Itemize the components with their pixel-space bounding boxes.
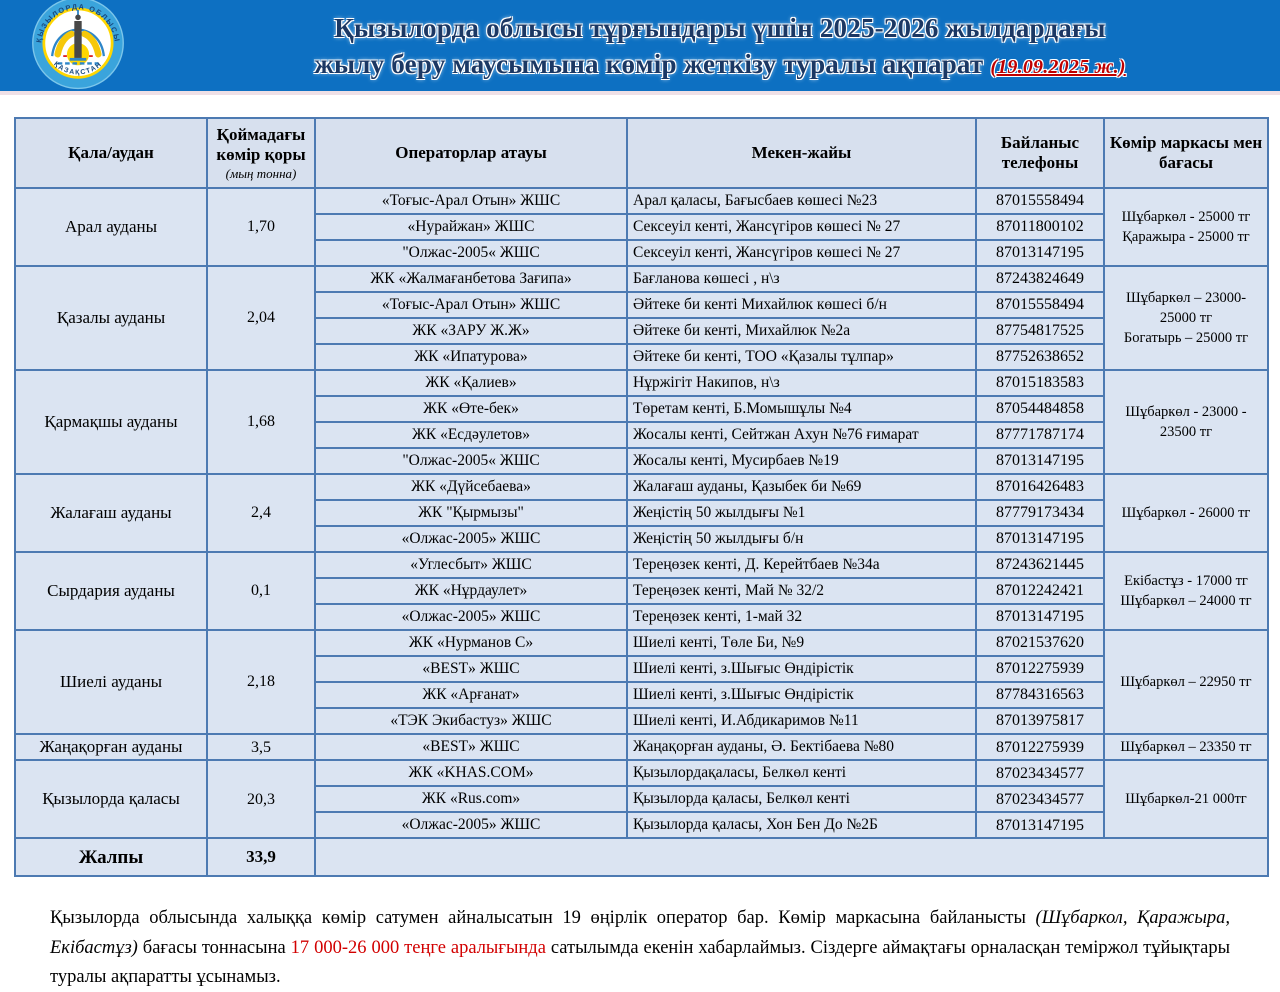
- coal-price-cell: Екібастұз - 17000 тг Шұбаркөл – 24000 тг: [1104, 552, 1268, 630]
- phone-cell: 87243621445: [976, 552, 1104, 578]
- header-row: [15, 118, 1268, 188]
- district-cell: Шиелі ауданы: [15, 630, 207, 734]
- address-cell: Тереңөзек кенті, 1-май 32: [627, 604, 976, 630]
- phone-cell: 87016426483: [976, 474, 1104, 500]
- page-title-line2-wrap: [314, 46, 1125, 85]
- footer-price-range: 17 000-26 000 теңге аралығында: [290, 937, 546, 958]
- footer-text-3: сатылымда екенін хабарлаймыз. Сіздерге аймақтағы орналасқан теміржол тұйықтары туралы ақпаратты ұсынамыз.: [50, 937, 1230, 987]
- address-cell: Жалағаш ауданы, Қазыбек би №69: [627, 474, 976, 500]
- address-cell: Жосалы кенті, Мусирбаев №19: [627, 448, 976, 474]
- phone-cell: 87015183583: [976, 370, 1104, 396]
- phone-cell: 87779173434: [976, 500, 1104, 526]
- phone-cell: 87752638652: [976, 344, 1104, 370]
- operator-cell: ЖК «ЗАРУ Ж.Ж»: [315, 318, 627, 344]
- address-cell: Сексеуіл кенті, Жансүгіров көшесі № 27: [627, 214, 976, 240]
- coal-price-cell: Шұбаркөл - 25000 тг Қаражыра - 25000 тг: [1104, 188, 1268, 266]
- address-cell: Шиелі кенті, Төле Би, №9: [627, 630, 976, 656]
- district-cell: Жаңақорған ауданы: [15, 734, 207, 760]
- address-cell: Сексеуіл кенті, Жансүгіров көшесі № 27: [627, 240, 976, 266]
- address-cell: Шиелі кенті, И.Абдикаримов №11: [627, 708, 976, 734]
- phone-cell: 87013147195: [976, 240, 1104, 266]
- operator-cell: ЖК «Нұрдаулет»: [315, 578, 627, 604]
- table-body: [15, 188, 1268, 838]
- operator-cell: ЖК «Жалмағанбетова Зағипа»: [315, 266, 627, 292]
- coal-price-cell: Шұбаркөл - 23000 - 23500 тг: [1104, 370, 1268, 474]
- phone-cell: 87013147195: [976, 448, 1104, 474]
- address-cell: Әйтеке би кенті, ТОО «Қазалы тұлпар»: [627, 344, 976, 370]
- district-cell: Сырдария ауданы: [15, 552, 207, 630]
- operator-cell: «Тоғыс-Арал Отын» ЖШС: [315, 292, 627, 318]
- col-header-city: Қала/аудан: [15, 118, 207, 188]
- address-cell: Шиелі кенті, з.Шығыс Өндірістік: [627, 682, 976, 708]
- col-header-stock-unit: (мың тонна): [225, 165, 297, 181]
- table-row: [15, 552, 1268, 578]
- address-cell: Жеңістің 50 жылдығы б/н: [627, 526, 976, 552]
- phone-cell: 87013147195: [976, 526, 1104, 552]
- operator-cell: ЖК «Rus.com»: [315, 786, 627, 812]
- address-cell: Тереңөзек кенті, Май № 32/2: [627, 578, 976, 604]
- operator-cell: ЖК «Арғанат»: [315, 682, 627, 708]
- phone-cell: 87023434577: [976, 760, 1104, 786]
- phone-cell: 87011800102: [976, 214, 1104, 240]
- address-cell: Жаңақорған ауданы, Ә. Бектібаева №80: [627, 734, 976, 760]
- address-cell: Жеңістің 50 жылдығы №1: [627, 500, 976, 526]
- address-cell: Әйтеке би кенті Михайлюк көшесі б/н: [627, 292, 976, 318]
- phone-cell: 87013147195: [976, 604, 1104, 630]
- coal-table-wrap: [14, 117, 1267, 877]
- col-header-coal: Көмір маркасы мен бағасы: [1104, 118, 1268, 188]
- phone-cell: 87012275939: [976, 656, 1104, 682]
- operator-cell: «Тоғыс-Арал Отын» ЖШС: [315, 188, 627, 214]
- phone-cell: 87021537620: [976, 630, 1104, 656]
- district-cell: Жалағаш ауданы: [15, 474, 207, 552]
- coal-price-cell: Шұбаркөл – 23000- 25000 тг Богатырь – 25000 тг: [1104, 266, 1268, 370]
- address-cell: Нұржігіт Накипов, н\з: [627, 370, 976, 396]
- operator-cell: ЖК «KHAS.COM»: [315, 760, 627, 786]
- phone-cell: 87013147195: [976, 812, 1104, 838]
- col-header-stock: [207, 118, 315, 188]
- table-row: [15, 734, 1268, 760]
- operator-cell: ЖК «Қалиев»: [315, 370, 627, 396]
- operator-cell: ЖК «Дүйсебаева»: [315, 474, 627, 500]
- stock-cell: 2,04: [207, 266, 315, 370]
- operator-cell: ЖК «Есдәулетов»: [315, 422, 627, 448]
- footer-text-1: Қызылорда облысында халыққа көмір сатумен айналысатын 19 өңірлік оператор бар. Көмір маркасына байланысты: [50, 908, 1036, 929]
- table-row: [15, 760, 1268, 786]
- operator-cell: "Олжас-2005« ЖШС: [315, 448, 627, 474]
- address-cell: Төретам кенті, Б.Момышұлы №4: [627, 396, 976, 422]
- stock-cell: 20,3: [207, 760, 315, 838]
- operator-cell: «Олжас-2005» ЖШС: [315, 604, 627, 630]
- col-header-address: Мекен-жайы: [627, 118, 976, 188]
- total-label: Жалпы: [15, 838, 207, 876]
- page-title-line2: жылу беру маусымына көмір жеткізу туралы ақпарат: [314, 49, 984, 79]
- phone-cell: 87784316563: [976, 682, 1104, 708]
- table-row: [15, 630, 1268, 656]
- phone-cell: 87023434577: [976, 786, 1104, 812]
- operator-cell: ЖК «Нурманов С»: [315, 630, 627, 656]
- district-cell: Қызылорда қаласы: [15, 760, 207, 838]
- phone-cell: 87771787174: [976, 422, 1104, 448]
- coal-price-cell: Шұбаркөл – 23350 тг: [1104, 734, 1268, 760]
- coal-price-cell: Шұбаркөл – 22950 тг: [1104, 630, 1268, 734]
- table-row: [15, 188, 1268, 214]
- table-header: [15, 118, 1268, 188]
- emblem-ring-text-top: ҚЫЗЫЛОРДА ОБЛЫСЫ: [34, 1, 122, 44]
- phone-cell: 87012242421: [976, 578, 1104, 604]
- col-header-stock-label: Қоймадағы көмір қоры: [216, 124, 306, 165]
- table-row: [15, 474, 1268, 500]
- page-title-line1: Қызылорда облысы тұрғындары үшін 2025-2026 жылдардағы: [334, 13, 1106, 43]
- header-banner: [0, 0, 1280, 95]
- stock-cell: 1,70: [207, 188, 315, 266]
- address-cell: Бағланова көшесі , н\з: [627, 266, 976, 292]
- col-header-phone: Байланыс телефоны: [976, 118, 1104, 188]
- address-cell: Тереңөзек кенті, Д. Керейтбаев №34а: [627, 552, 976, 578]
- coal-price-cell: Шұбаркөл-21 000тг: [1104, 760, 1268, 838]
- district-cell: Қазалы ауданы: [15, 266, 207, 370]
- total-row: [15, 838, 1268, 876]
- footer-text-2: бағасы тоннасына: [137, 937, 291, 958]
- address-cell: Арал қаласы, Бағысбаев көшесі №23: [627, 188, 976, 214]
- table-row: [15, 370, 1268, 396]
- emblem-ring-text-bottom: ҚАЗАҚСТАН: [52, 60, 104, 77]
- page-title: [170, 0, 1270, 95]
- col-header-operator: Операторлар атауы: [315, 118, 627, 188]
- phone-cell: 87015558494: [976, 188, 1104, 214]
- coal-operators-table: [14, 117, 1269, 877]
- emblem-icon: [30, 0, 126, 93]
- operator-cell: "Олжас-2005« ЖШС: [315, 240, 627, 266]
- report-date: (19.09.2025 ж.): [990, 56, 1126, 78]
- table-total: [15, 838, 1268, 876]
- footer-note: [50, 904, 1230, 992]
- district-cell: Арал ауданы: [15, 188, 207, 266]
- region-emblem-logo: [30, 0, 126, 93]
- stock-cell: 1,68: [207, 370, 315, 474]
- operator-cell: «ТЭК Экибастуз» ЖШС: [315, 708, 627, 734]
- phone-cell: 87015558494: [976, 292, 1104, 318]
- phone-cell: 87013975817: [976, 708, 1104, 734]
- stock-cell: 2,18: [207, 630, 315, 734]
- address-cell: Қызылордақаласы, Белкөл кенті: [627, 760, 976, 786]
- total-empty-cell: [315, 838, 1268, 876]
- address-cell: Қызылорда қаласы, Белкөл кенті: [627, 786, 976, 812]
- district-cell: Қармақшы ауданы: [15, 370, 207, 474]
- stock-cell: 0,1: [207, 552, 315, 630]
- operator-cell: «Углесбыт» ЖШС: [315, 552, 627, 578]
- phone-cell: 87243824649: [976, 266, 1104, 292]
- operator-cell: ЖК «Өте-бек»: [315, 396, 627, 422]
- phone-cell: 87754817525: [976, 318, 1104, 344]
- operator-cell: «Нурайжан» ЖШС: [315, 214, 627, 240]
- operator-cell: «BEST» ЖШС: [315, 734, 627, 760]
- operator-cell: ЖК "Қырмызы": [315, 500, 627, 526]
- stock-cell: 3,5: [207, 734, 315, 760]
- address-cell: Шиелі кенті, з.Шығыс Өндірістік: [627, 656, 976, 682]
- address-cell: Әйтеке би кенті, Михайлюк №2а: [627, 318, 976, 344]
- phone-cell: 87012275939: [976, 734, 1104, 760]
- operator-cell: «Олжас-2005» ЖШС: [315, 812, 627, 838]
- total-value: 33,9: [207, 838, 315, 876]
- coal-price-cell: Шұбаркөл - 26000 тг: [1104, 474, 1268, 552]
- phone-cell: 87054484858: [976, 396, 1104, 422]
- operator-cell: «Олжас-2005» ЖШС: [315, 526, 627, 552]
- address-cell: Жосалы кенті, Сейтжан Ахун №76 ғимарат: [627, 422, 976, 448]
- stock-cell: 2,4: [207, 474, 315, 552]
- operator-cell: ЖК «Ипатурова»: [315, 344, 627, 370]
- operator-cell: «BEST» ЖШС: [315, 656, 627, 682]
- address-cell: Қызылорда қаласы, Хон Бен До №2Б: [627, 812, 976, 838]
- footer-coal-brands: (Шұбаркол, Қаражыра, Екібастұз): [50, 908, 1230, 958]
- table-row: [15, 266, 1268, 292]
